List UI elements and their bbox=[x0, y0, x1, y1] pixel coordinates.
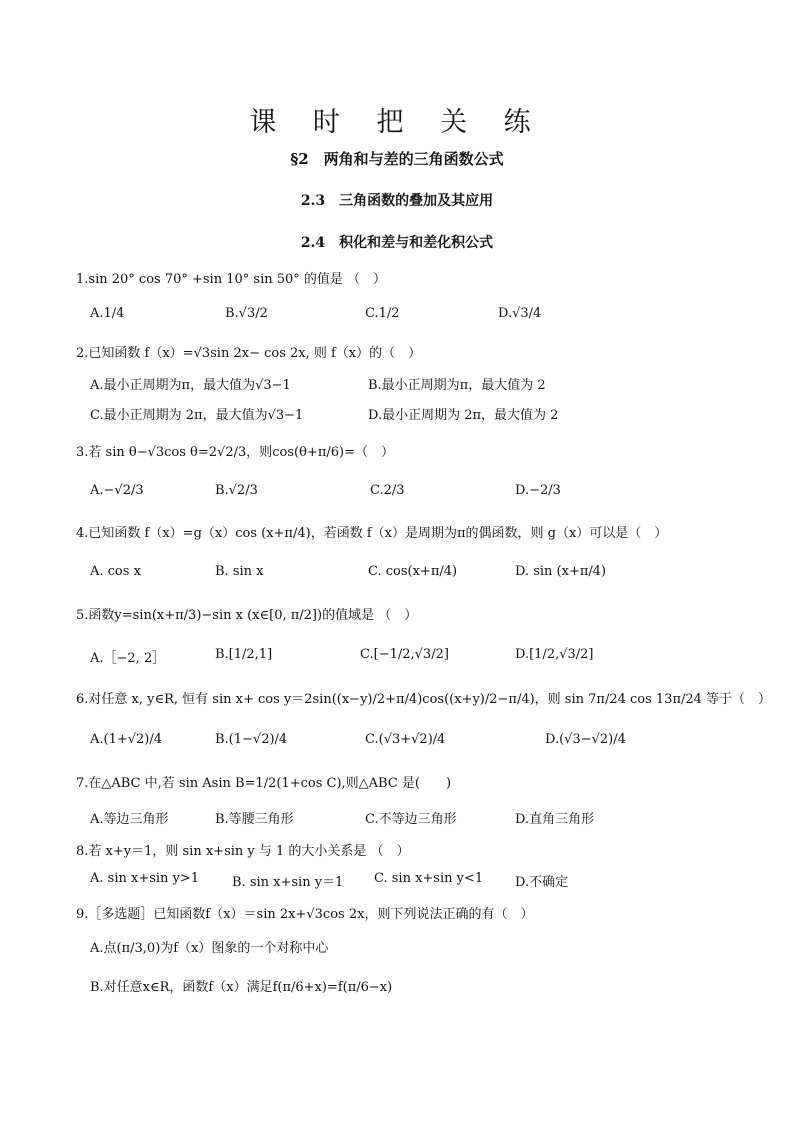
q4-option-b: B. sin x bbox=[215, 564, 264, 579]
question-5: 5.函数y=sin(x+π/3)−sin x (x∈[0, π/2])的值域是 （ ） bbox=[76, 608, 418, 623]
question-6: 6.对任意 x, y∈R, 恒有 sin x+ cos y＝2sin((x−y)/2+π/4)cos((x+y)/2−π/4)，则 sin 7π/24 cos 13π/24 等于（ ） bbox=[76, 692, 772, 707]
q1-option-c: C.1/2 bbox=[365, 306, 400, 321]
q5-option-c: C.[−1/2,√3/2] bbox=[360, 647, 449, 662]
page-title: 课 时 把 关 练 bbox=[249, 107, 545, 138]
q7-option-d: D.直角三角形 bbox=[515, 812, 595, 827]
question-1: 1.sin 20° cos 70° +sin 10° sin 50° 的值是 （ ） bbox=[76, 272, 387, 287]
q4-option-c: C. cos(x+π/4) bbox=[368, 564, 458, 579]
q6-option-d: D.(√3−√2)/4 bbox=[545, 732, 626, 747]
subsection-heading-1: 2.3 三角函数的叠加及其应用 bbox=[300, 193, 494, 209]
q8-option-a: A. sin x+sin y>1 bbox=[90, 871, 200, 886]
q3-option-c: C.2/3 bbox=[370, 483, 405, 498]
q2-option-d: D.最小正周期为 2π，最大值为 2 bbox=[368, 408, 559, 423]
q1-option-d: D.√3/4 bbox=[498, 306, 542, 321]
q8-option-d: D.不确定 bbox=[515, 875, 569, 890]
q1-option-b: B.√3/2 bbox=[225, 306, 268, 321]
question-8: 8.若 x+y＝1，则 sin x+sin y 与 1 的大小关系是 （ ） bbox=[76, 844, 410, 859]
question-9: 9.［多选题］已知函数f（x）＝sin 2x+√3cos 2x，则下列说法正确的有（ ） bbox=[76, 907, 534, 922]
q7-option-b: B.等腰三角形 bbox=[215, 812, 294, 827]
q7-option-a: A.等边三角形 bbox=[90, 812, 169, 827]
question-4: 4.已知函数 f（x）=g（x）cos (x+π/4)，若函数 f（x）是周期为π的偶函数，则 g（x）可以是（ ） bbox=[76, 526, 668, 541]
q8-option-b: B. sin x+sin y＝1 bbox=[232, 875, 344, 890]
q5-option-d: D.[1/2,√3/2] bbox=[515, 647, 594, 662]
q5-option-b: B.[1/2,1] bbox=[215, 647, 273, 662]
q3-option-d: D.−2/3 bbox=[515, 483, 561, 498]
q3-option-b: B.√2/3 bbox=[215, 483, 258, 498]
section-heading: §2 两角和与差的三角函数公式 bbox=[290, 150, 504, 168]
q9-option-a: A.点(π/3,0)为f（x）图象的一个对称中心 bbox=[90, 941, 329, 956]
q2-option-a: A.最小正周期为π，最大值为√3−1 bbox=[90, 378, 291, 393]
q6-option-c: C.(√3+√2)/4 bbox=[365, 732, 446, 747]
question-7: 7.在△ABC 中,若 sin Asin B=1/2(1+cos C),则△ABC 是( ) bbox=[76, 776, 452, 791]
q4-option-d: D. sin (x+π/4) bbox=[515, 564, 607, 579]
q3-option-a: A.−√2/3 bbox=[90, 483, 144, 498]
subsection-heading-2: 2.4 积化和差与和差化积公式 bbox=[300, 235, 494, 251]
q9-option-b: B.对任意x∈R，函数f（x）满足f(π/6+x)=f(π/6−x) bbox=[90, 980, 393, 995]
q8-option-c: C. sin x+sin y<1 bbox=[374, 871, 484, 886]
q6-option-a: A.(1+√2)/4 bbox=[90, 732, 163, 747]
q1-option-a: A.1/4 bbox=[90, 306, 125, 321]
q4-option-a: A. cos x bbox=[90, 564, 141, 579]
question-2: 2.已知函数 f（x）=√3sin 2x− cos 2x, 则 f（x）的（ ） bbox=[76, 346, 422, 361]
q2-option-c: C.最小正周期为 2π，最大值为√3−1 bbox=[90, 408, 304, 423]
q2-option-b: B.最小正周期为π，最大值为 2 bbox=[368, 378, 546, 393]
question-3: 3.若 sin θ−√3cos θ=2√2/3，则cos(θ+π/6)=（ ） bbox=[76, 445, 394, 460]
q5-option-a: A.［−2, 2］ bbox=[90, 651, 166, 666]
q6-option-b: B.(1−√2)/4 bbox=[215, 732, 288, 747]
q7-option-c: C.不等边三角形 bbox=[365, 812, 457, 827]
